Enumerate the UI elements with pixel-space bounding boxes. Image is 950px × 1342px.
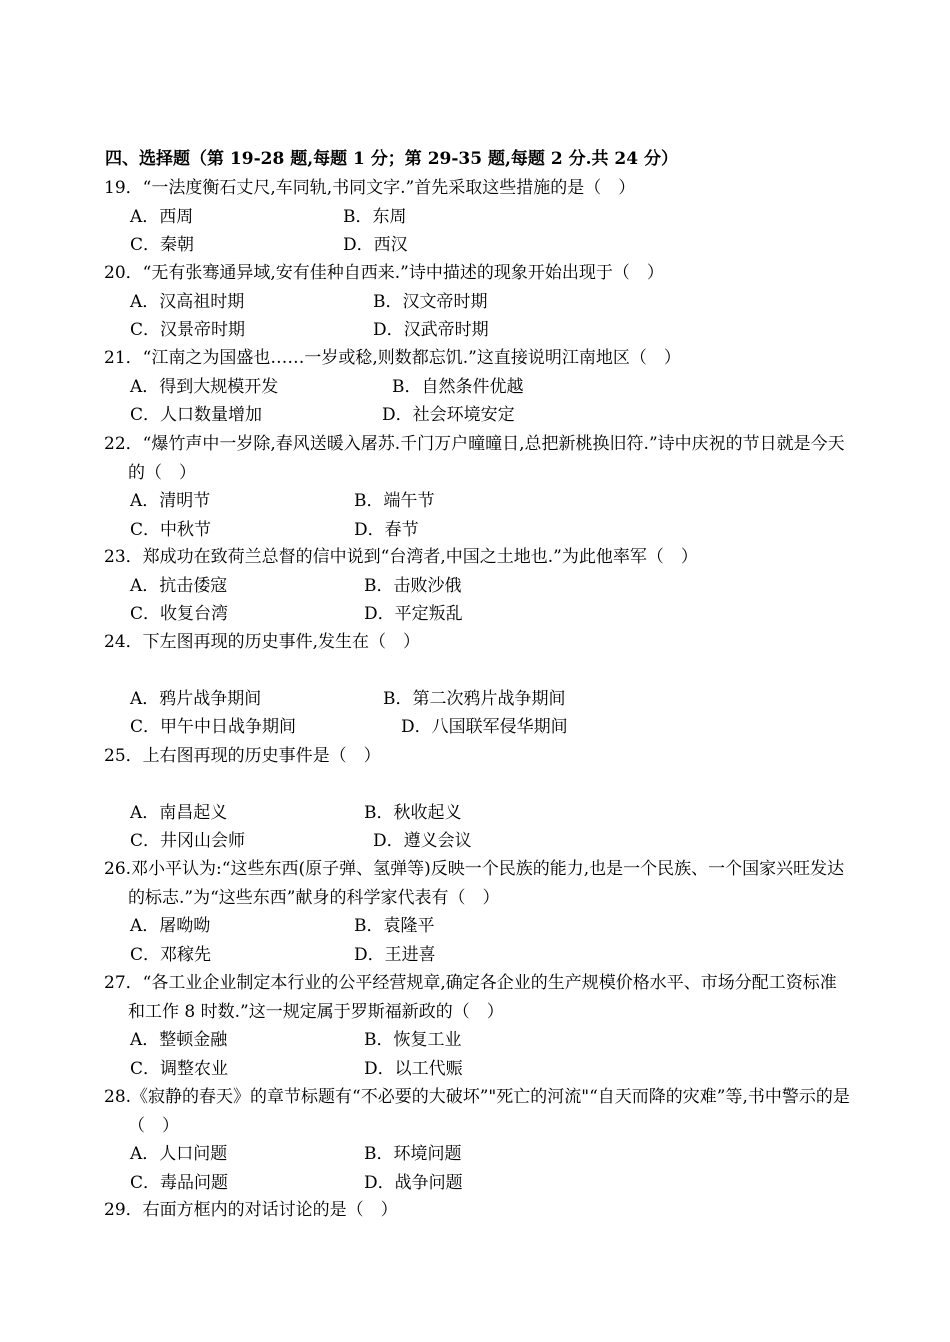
question-stem: 右面方框内的对话讨论的是（ ） — [142, 1200, 398, 1220]
question-number: 20． — [104, 263, 143, 283]
question-stem: 上右图再现的历史事件是（ ） — [142, 746, 381, 766]
option-c[interactable]: C．甲午中日战争期间 — [130, 717, 297, 737]
option-c[interactable]: C．调整农业 — [130, 1058, 229, 1079]
option-b[interactable]: B．袁隆平 — [354, 916, 435, 936]
option-d[interactable]: D．战争问题 — [364, 1172, 463, 1193]
option-b[interactable]: B．第二次鸦片战争期间 — [383, 688, 566, 709]
option-row — [104, 401, 852, 430]
question-25 — [104, 742, 852, 856]
question-number: 26. — [104, 859, 132, 879]
question-stem: “一法度衡石丈尺,车同轨,书同文字.”首先采取这些措施的是（ ） — [142, 178, 636, 198]
option-b[interactable]: B．端午节 — [354, 491, 435, 511]
option-c[interactable]: C．人口数量增加 — [130, 405, 263, 425]
question-number: 25． — [104, 746, 143, 766]
option-row — [104, 316, 852, 345]
option-b[interactable]: B．自然条件优越 — [392, 376, 524, 397]
question-number: 29． — [104, 1200, 143, 1220]
option-d[interactable]: D．遵义会议 — [373, 831, 472, 851]
question-stem: 《寂静的春天》的章节标题有“不必要的大破坏”"死亡的河流"“自天而降的灾难”等,书中警示的是（ ） — [128, 1087, 850, 1136]
option-a[interactable]: A．西周 — [130, 206, 194, 227]
option-a[interactable]: A．清明节 — [130, 491, 211, 511]
question-number: 22． — [104, 434, 143, 454]
option-row — [104, 799, 852, 828]
option-c[interactable]: C．毒品问题 — [130, 1172, 229, 1193]
option-d[interactable]: D．八国联军侵华期间 — [401, 717, 568, 737]
question-20 — [104, 259, 852, 345]
question-stem: “江南之为国盛也……一岁或稔,则数都忘饥.”这直接说明江南地区（ ） — [142, 348, 681, 368]
question-number: 23． — [104, 547, 143, 567]
option-c[interactable]: C．秦朝 — [130, 235, 195, 255]
option-d[interactable]: D．平定叛乱 — [364, 604, 463, 624]
option-a[interactable]: A．抗击倭寇 — [130, 575, 228, 596]
question-24 — [104, 628, 852, 742]
option-a[interactable]: A．得到大规模开发 — [130, 376, 279, 397]
option-row — [104, 941, 852, 970]
option-b[interactable]: B．秋收起义 — [364, 802, 462, 823]
question-19 — [104, 174, 852, 260]
question-stem: 邓小平认为:“这些东西(原子弹、氢弹等)反映一个民族的能力,也是一个民族、一个国家兴旺发达的标志.”为“这些东西”献身的科学家代表有（ ） — [128, 859, 845, 908]
question-21 — [104, 344, 852, 430]
option-b[interactable]: B．环境问题 — [364, 1144, 462, 1164]
option-b[interactable]: B．击败沙俄 — [364, 575, 462, 596]
section-title: 四、选择题（第 19-28 题,每题 1 分；第 29-35 题,每题 2 分.共 24 分） — [105, 149, 678, 169]
question-number: 21． — [104, 348, 143, 368]
question-27 — [104, 969, 852, 1083]
option-c[interactable]: C．汉景帝时期 — [130, 320, 246, 340]
question-number: 24． — [104, 632, 143, 652]
option-c[interactable]: C．收复台湾 — [130, 604, 229, 624]
option-a[interactable]: A．整顿金融 — [130, 1030, 228, 1050]
question-22 — [104, 430, 852, 544]
option-row — [104, 827, 852, 856]
option-d[interactable]: D．以工代赈 — [364, 1058, 463, 1079]
option-d[interactable]: D．社会环境安定 — [382, 405, 515, 425]
option-row — [104, 572, 852, 601]
option-row — [104, 912, 852, 941]
question-29 — [104, 1196, 852, 1225]
option-row — [104, 1026, 852, 1055]
option-c[interactable]: C．井冈山会师 — [130, 831, 246, 851]
option-row — [104, 1140, 852, 1169]
option-b[interactable]: B．汉文帝时期 — [373, 291, 488, 312]
option-row — [104, 288, 852, 317]
option-d[interactable]: D．汉武帝时期 — [373, 320, 489, 340]
option-c[interactable]: C．邓稼先 — [130, 944, 212, 965]
option-a[interactable]: A．汉高祖时期 — [130, 291, 245, 312]
question-28 — [104, 1083, 852, 1197]
option-row — [104, 516, 852, 545]
question-26 — [104, 855, 852, 969]
question-23 — [104, 543, 852, 629]
question-stem: 下左图再现的历史事件,发生在（ ） — [142, 632, 421, 652]
option-c[interactable]: C．中秋节 — [130, 519, 212, 540]
option-d[interactable]: D．春节 — [354, 519, 419, 540]
question-stem: 郑成功在致荷兰总督的信中说到“台湾者,中国之土地也.”为此他率军（ ） — [142, 547, 698, 567]
option-a[interactable]: A．南昌起义 — [130, 802, 228, 823]
option-row — [104, 1055, 852, 1084]
question-number: 27． — [104, 973, 143, 993]
option-row — [104, 487, 852, 516]
option-d[interactable]: D．王进喜 — [354, 944, 436, 965]
option-d[interactable]: D．西汉 — [343, 235, 408, 255]
option-row — [104, 231, 852, 260]
option-row — [104, 713, 852, 742]
question-stem: “无有张骞通异域,安有佳种自西来.”诗中描述的现象开始出现于（ ） — [142, 263, 664, 283]
option-row — [104, 203, 852, 232]
option-row — [104, 373, 852, 402]
question-stem: “各工业企业制定本行业的公平经营规章,确定各企业的生产规模价格水平、市场分配工资标准和工作 8 时数.”这一规定属于罗斯福新政的（ ） — [128, 973, 837, 1022]
option-row — [104, 1169, 852, 1198]
option-b[interactable]: B．东周 — [343, 206, 407, 227]
question-stem: “爆竹声中一岁除,春风送暖入屠苏.千门万户曈曈日,总把新桃换旧符.”诗中庆祝的节日就是今天的（ ） — [128, 434, 845, 483]
option-a[interactable]: A．人口问题 — [130, 1144, 228, 1164]
option-row — [104, 600, 852, 629]
question-number: 19． — [104, 178, 143, 198]
option-a[interactable]: A．鸦片战争期间 — [130, 688, 262, 709]
option-a[interactable]: A．屠呦呦 — [130, 916, 211, 936]
option-b[interactable]: B．恢复工业 — [364, 1030, 462, 1050]
option-row — [104, 685, 852, 714]
question-number: 28. — [104, 1087, 132, 1107]
